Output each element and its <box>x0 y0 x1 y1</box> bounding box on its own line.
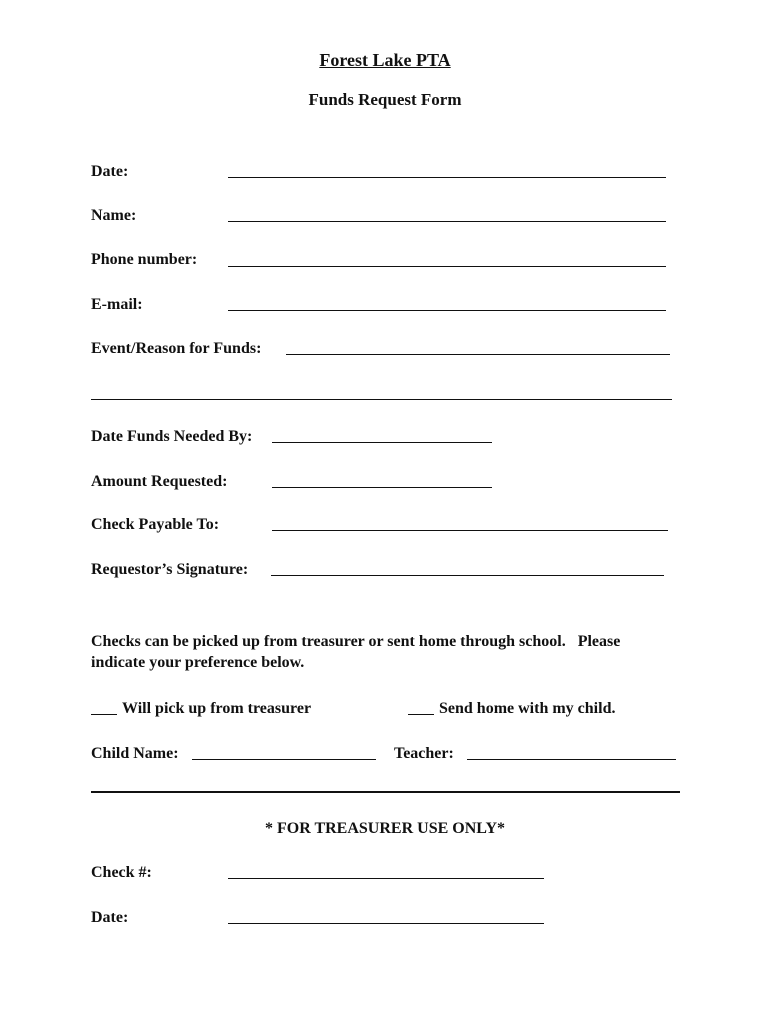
teacher-blank[interactable] <box>467 759 676 760</box>
phone-label: Phone number: <box>91 251 198 268</box>
amount-blank[interactable] <box>272 487 492 488</box>
instructions-line-1: Checks can be picked up from treasurer or sent home through school. Please <box>91 633 621 650</box>
signature-label: Requestor’s Signature: <box>91 561 249 578</box>
treasurer-date-blank[interactable] <box>228 923 544 924</box>
date-needed-blank[interactable] <box>272 442 492 443</box>
date-blank[interactable] <box>228 177 666 178</box>
child-name-label: Child Name: <box>91 745 179 762</box>
phone-blank[interactable] <box>228 266 666 267</box>
treasurer-date-label: Date: <box>91 909 129 926</box>
payable-to-blank[interactable] <box>272 530 668 531</box>
send-home-checkbox-blank[interactable] <box>408 714 434 715</box>
event-reason-label: Event/Reason for Funds: <box>91 340 262 357</box>
email-label: E-mail: <box>91 296 143 313</box>
event-reason-blank[interactable] <box>286 354 670 355</box>
date-label: Date: <box>91 163 129 180</box>
email-blank[interactable] <box>228 310 666 311</box>
child-name-blank[interactable] <box>192 759 376 760</box>
signature-blank[interactable] <box>271 575 664 576</box>
name-label: Name: <box>91 207 137 224</box>
check-number-blank[interactable] <box>228 878 544 879</box>
pickup-option-label: Will pick up from treasurer <box>122 700 312 717</box>
event-reason-blank-continued[interactable] <box>91 399 672 400</box>
name-blank[interactable] <box>228 221 666 222</box>
pickup-checkbox-blank[interactable] <box>91 714 117 715</box>
send-home-option-label: Send home with my child. <box>439 700 616 717</box>
teacher-label: Teacher: <box>394 745 454 762</box>
payable-to-label: Check Payable To: <box>91 516 220 533</box>
date-needed-label: Date Funds Needed By: <box>91 428 253 445</box>
form-title: Funds Request Form <box>308 90 462 109</box>
instructions-line-2: indicate your preference below. <box>91 654 305 671</box>
section-divider <box>91 791 680 793</box>
amount-label: Amount Requested: <box>91 473 228 490</box>
check-number-label: Check #: <box>91 864 152 881</box>
form-org-title: Forest Lake PTA <box>319 50 451 70</box>
treasurer-heading: * FOR TREASURER USE ONLY* <box>264 820 506 837</box>
